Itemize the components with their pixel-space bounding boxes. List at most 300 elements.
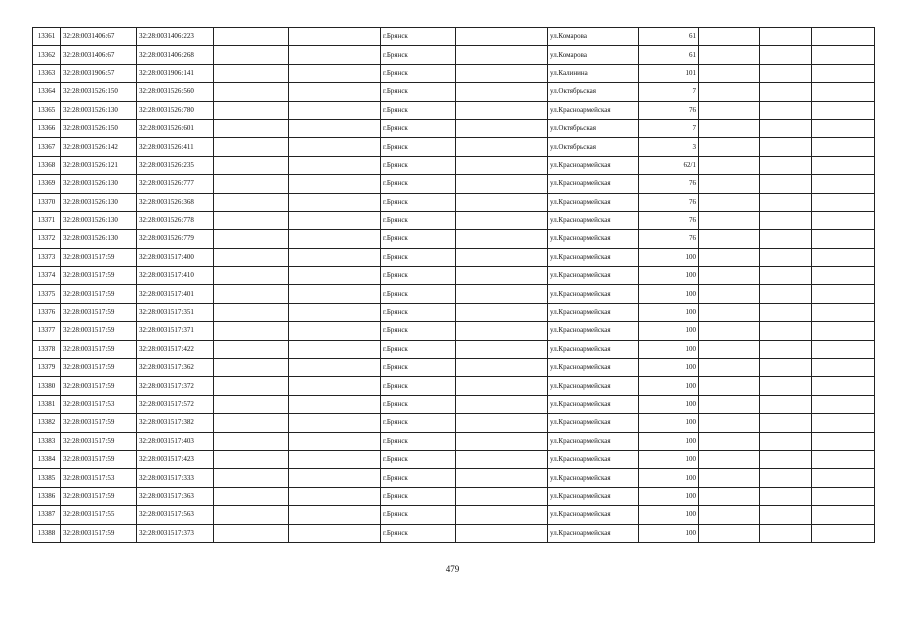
col-empty-4-cell xyxy=(699,211,760,229)
parcel-number-cell: 32:28:0031517:59 xyxy=(61,414,137,432)
parcel-number-cell: 32:28:0031406:67 xyxy=(61,28,137,46)
col-empty-4-cell xyxy=(699,267,760,285)
col-empty-1-cell xyxy=(214,46,289,64)
city-cell: г.Брянск xyxy=(381,83,456,101)
city-cell: г.Брянск xyxy=(381,506,456,524)
city-cell: г.Брянск xyxy=(381,395,456,413)
record-number-cell: 13362 xyxy=(33,46,61,64)
parcel-number-cell: 32:28:0031906:57 xyxy=(61,64,137,82)
col-empty-6-cell xyxy=(812,303,875,321)
street-cell: ул.Красноармейская xyxy=(548,322,639,340)
record-number-cell: 13385 xyxy=(33,469,61,487)
parcel-number-cell: 32:28:0031526:130 xyxy=(61,211,137,229)
table-row xyxy=(33,64,875,82)
col-empty-2-cell xyxy=(289,267,381,285)
col-empty-4-cell xyxy=(699,414,760,432)
col-empty-4-cell xyxy=(699,64,760,82)
table-row xyxy=(33,359,875,377)
table-row xyxy=(33,248,875,266)
table-row xyxy=(33,83,875,101)
col-empty-1-cell xyxy=(214,156,289,174)
table-row xyxy=(33,138,875,156)
street-cell: ул.Красноармейская xyxy=(548,267,639,285)
col-empty-4-cell xyxy=(699,506,760,524)
table-row xyxy=(33,156,875,174)
street-cell: ул.Красноармейская xyxy=(548,469,639,487)
col-empty-4-cell xyxy=(699,248,760,266)
col-empty-4-cell xyxy=(699,156,760,174)
col-empty-4-cell xyxy=(699,359,760,377)
col-empty-1-cell xyxy=(214,193,289,211)
col-empty-3-cell xyxy=(456,524,548,542)
city-cell: г.Брянск xyxy=(381,524,456,542)
record-number-cell: 13365 xyxy=(33,101,61,119)
col-empty-5-cell xyxy=(760,138,812,156)
house-number-cell: 76 xyxy=(639,211,699,229)
col-empty-3-cell xyxy=(456,46,548,64)
col-empty-3-cell xyxy=(456,285,548,303)
col-empty-5-cell xyxy=(760,524,812,542)
street-cell: ул.Красноармейская xyxy=(548,193,639,211)
col-empty-2-cell xyxy=(289,414,381,432)
street-cell: ул.Красноармейская xyxy=(548,524,639,542)
col-empty-4-cell xyxy=(699,303,760,321)
col-empty-2-cell xyxy=(289,156,381,174)
house-number-cell: 100 xyxy=(639,248,699,266)
col-empty-1-cell xyxy=(214,303,289,321)
city-cell: г.Брянск xyxy=(381,285,456,303)
cadastral-number-cell: 32:28:0031526:601 xyxy=(137,119,214,137)
city-cell: г.Брянск xyxy=(381,138,456,156)
city-cell: г.Брянск xyxy=(381,377,456,395)
col-empty-1-cell xyxy=(214,101,289,119)
cadastral-number-cell: 32:28:0031526:779 xyxy=(137,230,214,248)
col-empty-5-cell xyxy=(760,46,812,64)
col-empty-5-cell xyxy=(760,64,812,82)
record-number-cell: 13381 xyxy=(33,395,61,413)
table-row xyxy=(33,119,875,137)
city-cell: г.Брянск xyxy=(381,64,456,82)
cadastral-number-cell: 32:28:0031526:411 xyxy=(137,138,214,156)
street-cell: ул.Красноармейская xyxy=(548,359,639,377)
col-empty-1-cell xyxy=(214,28,289,46)
parcel-number-cell: 32:28:0031517:59 xyxy=(61,377,137,395)
col-empty-1-cell xyxy=(214,524,289,542)
col-empty-5-cell xyxy=(760,28,812,46)
col-empty-2-cell xyxy=(289,340,381,358)
parcel-number-cell: 32:28:0031526:130 xyxy=(61,101,137,119)
col-empty-5-cell xyxy=(760,322,812,340)
page-number: 479 xyxy=(445,564,460,574)
col-empty-6-cell xyxy=(812,230,875,248)
house-number-cell: 100 xyxy=(639,506,699,524)
parcel-number-cell: 32:28:0031517:59 xyxy=(61,248,137,266)
parcel-number-cell: 32:28:0031406:67 xyxy=(61,46,137,64)
col-empty-4-cell xyxy=(699,377,760,395)
registry-table xyxy=(32,27,875,543)
city-cell: г.Брянск xyxy=(381,432,456,450)
cadastral-number-cell: 32:28:0031517:382 xyxy=(137,414,214,432)
house-number-cell: 62/1 xyxy=(639,156,699,174)
col-empty-6-cell xyxy=(812,156,875,174)
record-number-cell: 13387 xyxy=(33,506,61,524)
cadastral-number-cell: 32:28:0031526:560 xyxy=(137,83,214,101)
col-empty-5-cell xyxy=(760,359,812,377)
col-empty-5-cell xyxy=(760,248,812,266)
col-empty-1-cell xyxy=(214,230,289,248)
city-cell: г.Брянск xyxy=(381,267,456,285)
house-number-cell: 3 xyxy=(639,138,699,156)
street-cell: ул.Красноармейская xyxy=(548,211,639,229)
col-empty-2-cell xyxy=(289,101,381,119)
street-cell: ул.Красноармейская xyxy=(548,175,639,193)
col-empty-3-cell xyxy=(456,211,548,229)
col-empty-2-cell xyxy=(289,450,381,468)
col-empty-3-cell xyxy=(456,193,548,211)
house-number-cell: 100 xyxy=(639,359,699,377)
record-number-cell: 13368 xyxy=(33,156,61,174)
city-cell: г.Брянск xyxy=(381,230,456,248)
cadastral-number-cell: 32:28:0031517:362 xyxy=(137,359,214,377)
col-empty-5-cell xyxy=(760,303,812,321)
col-empty-6-cell xyxy=(812,267,875,285)
col-empty-5-cell xyxy=(760,395,812,413)
table-row xyxy=(33,285,875,303)
table-row xyxy=(33,303,875,321)
parcel-number-cell: 32:28:0031526:150 xyxy=(61,83,137,101)
col-empty-1-cell xyxy=(214,432,289,450)
col-empty-3-cell xyxy=(456,395,548,413)
col-empty-5-cell xyxy=(760,414,812,432)
house-number-cell: 100 xyxy=(639,322,699,340)
street-cell: ул.Красноармейская xyxy=(548,414,639,432)
street-cell: ул.Красноармейская xyxy=(548,340,639,358)
city-cell: г.Брянск xyxy=(381,469,456,487)
house-number-cell: 100 xyxy=(639,303,699,321)
col-empty-1-cell xyxy=(214,377,289,395)
col-empty-2-cell xyxy=(289,377,381,395)
col-empty-4-cell xyxy=(699,138,760,156)
table-row xyxy=(33,469,875,487)
col-empty-6-cell xyxy=(812,193,875,211)
street-cell: ул.Октябрьская xyxy=(548,83,639,101)
table-row xyxy=(33,432,875,450)
house-number-cell: 100 xyxy=(639,432,699,450)
city-cell: г.Брянск xyxy=(381,359,456,377)
col-empty-2-cell xyxy=(289,28,381,46)
parcel-number-cell: 32:28:0031517:59 xyxy=(61,340,137,358)
table-row xyxy=(33,193,875,211)
street-cell: ул.Комарова xyxy=(548,46,639,64)
cadastral-number-cell: 32:28:0031526:368 xyxy=(137,193,214,211)
parcel-number-cell: 32:28:0031517:59 xyxy=(61,267,137,285)
col-empty-5-cell xyxy=(760,175,812,193)
col-empty-1-cell xyxy=(214,267,289,285)
col-empty-4-cell xyxy=(699,28,760,46)
col-empty-3-cell xyxy=(456,267,548,285)
col-empty-6-cell xyxy=(812,469,875,487)
parcel-number-cell: 32:28:0031517:59 xyxy=(61,303,137,321)
col-empty-3-cell xyxy=(456,487,548,505)
col-empty-5-cell xyxy=(760,267,812,285)
street-cell: ул.Красноармейская xyxy=(548,377,639,395)
street-cell: ул.Красноармейская xyxy=(548,248,639,266)
col-empty-2-cell xyxy=(289,524,381,542)
cadastral-number-cell: 32:28:0031526:235 xyxy=(137,156,214,174)
table-row xyxy=(33,211,875,229)
col-empty-1-cell xyxy=(214,211,289,229)
street-cell: ул.Октябрьская xyxy=(548,138,639,156)
col-empty-6-cell xyxy=(812,83,875,101)
col-empty-4-cell xyxy=(699,524,760,542)
cadastral-number-cell: 32:28:0031906:141 xyxy=(137,64,214,82)
parcel-number-cell: 32:28:0031526:142 xyxy=(61,138,137,156)
parcel-number-cell: 32:28:0031526:121 xyxy=(61,156,137,174)
col-empty-5-cell xyxy=(760,101,812,119)
table-body xyxy=(33,28,875,543)
record-number-cell: 13367 xyxy=(33,138,61,156)
col-empty-6-cell xyxy=(812,28,875,46)
cadastral-number-cell: 32:28:0031517:423 xyxy=(137,450,214,468)
col-empty-6-cell xyxy=(812,450,875,468)
col-empty-1-cell xyxy=(214,340,289,358)
street-cell: ул.Красноармейская xyxy=(548,156,639,174)
col-empty-4-cell xyxy=(699,101,760,119)
col-empty-3-cell xyxy=(456,506,548,524)
col-empty-5-cell xyxy=(760,211,812,229)
cadastral-number-cell: 32:28:0031517:563 xyxy=(137,506,214,524)
col-empty-5-cell xyxy=(760,156,812,174)
cadastral-number-cell: 32:28:0031526:778 xyxy=(137,211,214,229)
cadastral-number-cell: 32:28:0031517:403 xyxy=(137,432,214,450)
col-empty-2-cell xyxy=(289,46,381,64)
col-empty-5-cell xyxy=(760,230,812,248)
city-cell: г.Брянск xyxy=(381,211,456,229)
col-empty-6-cell xyxy=(812,64,875,82)
col-empty-2-cell xyxy=(289,395,381,413)
table-row xyxy=(33,230,875,248)
col-empty-5-cell xyxy=(760,83,812,101)
col-empty-3-cell xyxy=(456,138,548,156)
cadastral-number-cell: 32:28:0031517:410 xyxy=(137,267,214,285)
col-empty-3-cell xyxy=(456,340,548,358)
parcel-number-cell: 32:28:0031517:55 xyxy=(61,506,137,524)
city-cell: г.Брянск xyxy=(381,156,456,174)
col-empty-1-cell xyxy=(214,119,289,137)
col-empty-2-cell xyxy=(289,322,381,340)
col-empty-6-cell xyxy=(812,285,875,303)
col-empty-2-cell xyxy=(289,211,381,229)
parcel-number-cell: 32:28:0031526:130 xyxy=(61,230,137,248)
col-empty-2-cell xyxy=(289,83,381,101)
city-cell: г.Брянск xyxy=(381,46,456,64)
col-empty-4-cell xyxy=(699,175,760,193)
house-number-cell: 7 xyxy=(639,119,699,137)
parcel-number-cell: 32:28:0031517:53 xyxy=(61,469,137,487)
table-row xyxy=(33,267,875,285)
col-empty-1-cell xyxy=(214,414,289,432)
city-cell: г.Брянск xyxy=(381,414,456,432)
col-empty-3-cell xyxy=(456,156,548,174)
city-cell: г.Брянск xyxy=(381,322,456,340)
street-cell: ул.Комарова xyxy=(548,28,639,46)
col-empty-2-cell xyxy=(289,64,381,82)
house-number-cell: 100 xyxy=(639,285,699,303)
col-empty-5-cell xyxy=(760,506,812,524)
city-cell: г.Брянск xyxy=(381,450,456,468)
col-empty-3-cell xyxy=(456,175,548,193)
col-empty-5-cell xyxy=(760,469,812,487)
cadastral-number-cell: 32:28:0031517:372 xyxy=(137,377,214,395)
col-empty-4-cell xyxy=(699,450,760,468)
street-cell: ул.Красноармейская xyxy=(548,432,639,450)
city-cell: г.Брянск xyxy=(381,248,456,266)
col-empty-3-cell xyxy=(456,83,548,101)
col-empty-4-cell xyxy=(699,193,760,211)
record-number-cell: 13384 xyxy=(33,450,61,468)
table-row xyxy=(33,524,875,542)
record-number-cell: 13382 xyxy=(33,414,61,432)
col-empty-5-cell xyxy=(760,487,812,505)
house-number-cell: 100 xyxy=(639,469,699,487)
col-empty-1-cell xyxy=(214,395,289,413)
table-row xyxy=(33,175,875,193)
record-number-cell: 13373 xyxy=(33,248,61,266)
col-empty-2-cell xyxy=(289,119,381,137)
col-empty-4-cell xyxy=(699,83,760,101)
record-number-cell: 13375 xyxy=(33,285,61,303)
col-empty-1-cell xyxy=(214,248,289,266)
house-number-cell: 100 xyxy=(639,524,699,542)
record-number-cell: 13366 xyxy=(33,119,61,137)
house-number-cell: 76 xyxy=(639,193,699,211)
house-number-cell: 100 xyxy=(639,377,699,395)
street-cell: ул.Красноармейская xyxy=(548,487,639,505)
col-empty-2-cell xyxy=(289,175,381,193)
record-number-cell: 13383 xyxy=(33,432,61,450)
col-empty-4-cell xyxy=(699,340,760,358)
table-row xyxy=(33,395,875,413)
col-empty-2-cell xyxy=(289,506,381,524)
house-number-cell: 101 xyxy=(639,64,699,82)
cadastral-number-cell: 32:28:0031517:333 xyxy=(137,469,214,487)
col-empty-4-cell xyxy=(699,487,760,505)
table-row xyxy=(33,46,875,64)
city-cell: г.Брянск xyxy=(381,193,456,211)
record-number-cell: 13372 xyxy=(33,230,61,248)
col-empty-1-cell xyxy=(214,138,289,156)
col-empty-6-cell xyxy=(812,248,875,266)
house-number-cell: 100 xyxy=(639,395,699,413)
col-empty-1-cell xyxy=(214,64,289,82)
col-empty-3-cell xyxy=(456,101,548,119)
col-empty-5-cell xyxy=(760,450,812,468)
col-empty-1-cell xyxy=(214,285,289,303)
col-empty-6-cell xyxy=(812,119,875,137)
col-empty-1-cell xyxy=(214,359,289,377)
col-empty-6-cell xyxy=(812,414,875,432)
col-empty-5-cell xyxy=(760,119,812,137)
house-number-cell: 100 xyxy=(639,414,699,432)
col-empty-2-cell xyxy=(289,359,381,377)
table-row xyxy=(33,487,875,505)
col-empty-4-cell xyxy=(699,230,760,248)
col-empty-4-cell xyxy=(699,469,760,487)
parcel-number-cell: 32:28:0031517:59 xyxy=(61,524,137,542)
house-number-cell: 100 xyxy=(639,267,699,285)
record-number-cell: 13388 xyxy=(33,524,61,542)
table-row xyxy=(33,28,875,46)
house-number-cell: 100 xyxy=(639,340,699,358)
col-empty-2-cell xyxy=(289,487,381,505)
record-number-cell: 13363 xyxy=(33,64,61,82)
record-number-cell: 13370 xyxy=(33,193,61,211)
col-empty-1-cell xyxy=(214,322,289,340)
city-cell: г.Брянск xyxy=(381,303,456,321)
col-empty-3-cell xyxy=(456,414,548,432)
col-empty-5-cell xyxy=(760,377,812,395)
col-empty-2-cell xyxy=(289,193,381,211)
col-empty-3-cell xyxy=(456,248,548,266)
city-cell: г.Брянск xyxy=(381,175,456,193)
table-row xyxy=(33,322,875,340)
col-empty-5-cell xyxy=(760,340,812,358)
parcel-number-cell: 32:28:0031517:59 xyxy=(61,450,137,468)
table-row xyxy=(33,340,875,358)
cadastral-number-cell: 32:28:0031406:223 xyxy=(137,28,214,46)
cadastral-number-cell: 32:28:0031517:572 xyxy=(137,395,214,413)
record-number-cell: 13379 xyxy=(33,359,61,377)
col-empty-4-cell xyxy=(699,46,760,64)
house-number-cell: 61 xyxy=(639,28,699,46)
parcel-number-cell: 32:28:0031517:59 xyxy=(61,487,137,505)
col-empty-6-cell xyxy=(812,524,875,542)
street-cell: ул.Калинина xyxy=(548,64,639,82)
col-empty-3-cell xyxy=(456,432,548,450)
col-empty-6-cell xyxy=(812,359,875,377)
col-empty-2-cell xyxy=(289,303,381,321)
col-empty-2-cell xyxy=(289,469,381,487)
record-number-cell: 13376 xyxy=(33,303,61,321)
cadastral-number-cell: 32:28:0031517:351 xyxy=(137,303,214,321)
record-number-cell: 13380 xyxy=(33,377,61,395)
house-number-cell: 100 xyxy=(639,487,699,505)
col-empty-1-cell xyxy=(214,487,289,505)
record-number-cell: 13378 xyxy=(33,340,61,358)
col-empty-6-cell xyxy=(812,211,875,229)
col-empty-4-cell xyxy=(699,119,760,137)
parcel-number-cell: 32:28:0031517:53 xyxy=(61,395,137,413)
col-empty-3-cell xyxy=(456,119,548,137)
col-empty-6-cell xyxy=(812,101,875,119)
col-empty-3-cell xyxy=(456,359,548,377)
col-empty-3-cell xyxy=(456,469,548,487)
street-cell: ул.Красноармейская xyxy=(548,303,639,321)
col-empty-2-cell xyxy=(289,248,381,266)
parcel-number-cell: 32:28:0031526:130 xyxy=(61,193,137,211)
col-empty-3-cell xyxy=(456,322,548,340)
col-empty-6-cell xyxy=(812,377,875,395)
cadastral-number-cell: 32:28:0031517:401 xyxy=(137,285,214,303)
city-cell: г.Брянск xyxy=(381,28,456,46)
col-empty-3-cell xyxy=(456,230,548,248)
city-cell: г.Брянск xyxy=(381,101,456,119)
cadastral-number-cell: 32:28:0031517:373 xyxy=(137,524,214,542)
col-empty-5-cell xyxy=(760,432,812,450)
col-empty-3-cell xyxy=(456,64,548,82)
col-empty-1-cell xyxy=(214,83,289,101)
col-empty-6-cell xyxy=(812,175,875,193)
